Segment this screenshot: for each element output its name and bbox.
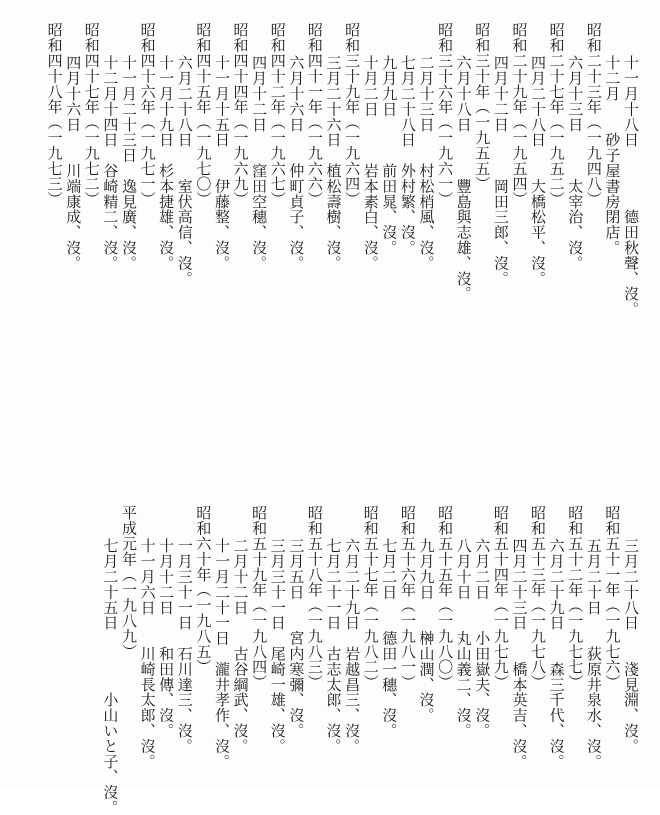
year-heading: 昭和四十六年（一九七一） [138, 22, 157, 207]
year-heading: 昭和四十一年（一九六六） [305, 22, 324, 207]
chronology-entry: 四月二十八日 大橋松平、沒。 [529, 55, 548, 286]
chronology-entry: 四月二十三日 橋本英吉、沒。 [510, 538, 529, 769]
year-heading: 昭和五十一年（一九七六） [603, 505, 622, 690]
year-heading: 昭和五十九年（一九八四） [250, 505, 269, 690]
year-heading: 昭和四十四年（一九六九） [231, 22, 250, 207]
chronology-entry: 三月二十八日 淺見淵、沒。 [622, 538, 640, 754]
year-heading: 昭和五十四年（一九七九） [491, 505, 510, 690]
chronology-entry: 六月十三日 太宰治、沒。 [566, 55, 585, 271]
chronology-entry: 九月九日 榊山潤、沒。 [417, 538, 436, 723]
chronology-entry: 六月二十九日 森三千代、沒。 [547, 538, 566, 769]
chronology-entry: 四月十二日 窪田空穗、沒。 [250, 55, 269, 271]
chronology-entry: 六月二日 小田嶽夫、沒。 [473, 538, 492, 739]
chronology-entry: 六月二十九日 岩越昌三、沒。 [343, 538, 362, 754]
chronology-entry: 二月十三日 村松梢風、沒。 [417, 55, 436, 271]
year-heading: 昭和四十二年（一九六七） [268, 22, 287, 207]
chronology-upper-block [28, 22, 640, 352]
year-heading: 昭和五十三年（一九七八） [529, 505, 548, 690]
chronology-entry: 八月十日 丸山義二、沒。 [454, 538, 473, 739]
year-heading: 昭和二十七年（一九五二） [547, 22, 566, 207]
chronology-entry: 二月十二日 古谷綱武、沒。 [231, 538, 250, 754]
chronology-entry: 十一月十八日 德田秋聲、沒。 [622, 55, 640, 317]
chronology-entry: 十一月六日 川崎長太郎、沒。 [138, 538, 157, 769]
chronology-entry: 七月二十八日 外村繁、沒。 [398, 55, 417, 256]
chronology-entry: 七月二十五日 小山いと子、沒。 [101, 538, 120, 815]
chronology-entry: 七月二日 德田一穗、沒。 [380, 538, 399, 739]
chronology-entry: 三月三十一日 尾崎一雄、沒。 [268, 538, 287, 754]
chronology-entry: 十月十二日 和田傳、沒。 [157, 538, 176, 739]
chronology-entry: 一月三十一日 石川達三、沒。 [175, 538, 194, 754]
chronology-entry: 九月九日 前田晁、沒。 [380, 55, 399, 256]
chronology-entry: 四月十六日 川端康成、沒。 [64, 55, 83, 271]
year-heading: 昭和三十年（一九五五） [473, 22, 492, 192]
year-heading: 昭和五十五年（一九八〇） [436, 505, 455, 690]
chronology-entry: 六月二十八日 室伏高信、沒。 [175, 55, 194, 286]
year-heading: 昭和二十三年（一九四八） [584, 22, 603, 207]
year-heading: 昭和四十五年（一九七〇） [194, 22, 213, 207]
chronology-entry: 六月十八日 豐島與志雄、沒。 [454, 55, 473, 302]
chronology-entry: 十一月二十三日 逸見廣、沒。 [119, 55, 138, 271]
chronology-lower-block [72, 505, 640, 815]
chronology-entry: 七月二十一日 古志太郎、沒。 [324, 538, 343, 754]
chronology-entry: 十二月 砂子屋書房閉店。 [603, 55, 622, 256]
year-heading: 昭和五十八年（一九八三） [305, 505, 324, 690]
chronology-entry: 六月十六日 仲町貞子、沒。 [287, 55, 306, 271]
year-heading: 平成元年（一九八九） [119, 505, 138, 659]
year-heading: 昭和四十七年（一九七二） [82, 22, 101, 207]
chronology-entry: 三月五日 宮内寒彌、沒。 [287, 538, 306, 739]
year-heading: 昭和六十年（一九八五） [194, 505, 213, 675]
chronology-entry: 十月二日 岩本素白、沒。 [361, 55, 380, 271]
chronology-entry: 十一月十五日 伊藤整、沒。 [212, 55, 231, 271]
chronology-entry: 十一月二十一日 瀧井孝作、沒。 [212, 538, 231, 769]
year-heading: 昭和五十二年（一九七七） [566, 505, 585, 690]
chronology-entry: 四月十二日 岡田三郎、沒。 [491, 55, 510, 286]
chronology-entry: 三月二十六日 植松壽樹、沒。 [324, 55, 343, 271]
year-heading: 昭和三十九年（一九六四） [343, 22, 362, 207]
year-heading: 昭和三十六年（一九六一） [436, 22, 455, 207]
chronology-entry: 五月二十日 荻原井泉水、沒。 [584, 538, 603, 769]
chronology-entry: 十二月十四日 谷崎精二、沒。 [101, 55, 120, 271]
chronology-entry: 十一月十九日 杉本捷雄、沒。 [157, 55, 176, 271]
year-heading: 昭和五十六年（一九八一） [398, 505, 417, 690]
year-heading: 昭和二十九年（一九五四） [510, 22, 529, 207]
year-heading: 昭和五十七年（一九八二） [361, 505, 380, 690]
year-heading: 昭和四十八年（一九七三） [45, 22, 64, 207]
